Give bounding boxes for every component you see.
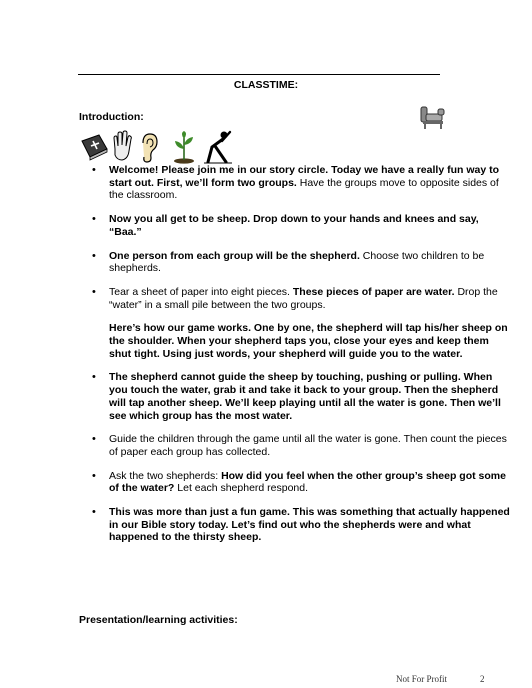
list-item [92,433,512,458]
hand-icon [110,129,134,165]
body-text: Have the groups move to opposite sides of the classroom. [109,176,499,202]
bold-text: This was more than just a fun game. This was something that actually happened in our Bible story today. Let’s find out who the shepherds were and what happened to the thirsty sheep. [109,506,510,544]
section-title: CLASSTIME: [233,79,299,91]
list-item [92,286,512,361]
activity-list [92,164,512,555]
stretching-person-icon [203,129,233,165]
bold-text: Welcome! Please join me in our story circle. Today we have a really fun way to start out. First, we’ll form two groups. [109,164,499,189]
bible-icon [79,129,109,165]
list-item [92,164,512,202]
list-item [92,250,512,275]
body-text: Ask the two shepherds: [109,469,222,482]
body-text: Guide the children through the game until all the water is gone. Then count the pieces of paper each group has collected. [109,433,507,458]
body-text: Tear a sheet of paper into eight pieces. [109,285,293,298]
bold-text: These pieces of paper are water. [292,285,455,298]
bold-text: The shepherd cannot guide the sheep by touching, pushing or pulling. When you touch the water, grab it and take it back to your group. Then the shepherd will tap another sheep. We’ll keep playing until all the water is gone. Then we’ll see which group has the most water. [109,371,501,422]
chair-icon [418,102,448,130]
body-text: Let each shepherd respond. [174,482,309,495]
top-rule [78,74,440,75]
list-item [92,506,512,544]
followup-text: Here’s how our game works. One by one, the shepherd will tap his/her sheep on the shoulder. When your shepherd taps you, close your eyes and keep them shut tight. Using just words, your shepherd will guide you to the water. [109,322,508,360]
body-text: Drop the “water” in a small pile between the two groups. [109,285,498,311]
bold-text: One person from each group will be the shepherd. [109,249,360,262]
bold-text: Now you all get to be sheep. Drop down to your hands and knees and say, “Baa.” [109,213,479,238]
bold-text: How did you feel when the other group’s sheep got some of the water? [109,469,506,495]
footer-note: Not For Profit [396,674,448,684]
ear-icon [137,129,161,165]
list-item [92,213,512,238]
body-text: Choose two children to be shepherds. [109,249,485,275]
presentation-heading: Presentation/learning activities: [79,614,238,626]
page-number: 2 [480,674,485,684]
list-item [92,371,512,422]
introduction-heading: Introduction: [79,111,144,123]
plant-icon [171,129,197,165]
list-item [92,470,512,495]
